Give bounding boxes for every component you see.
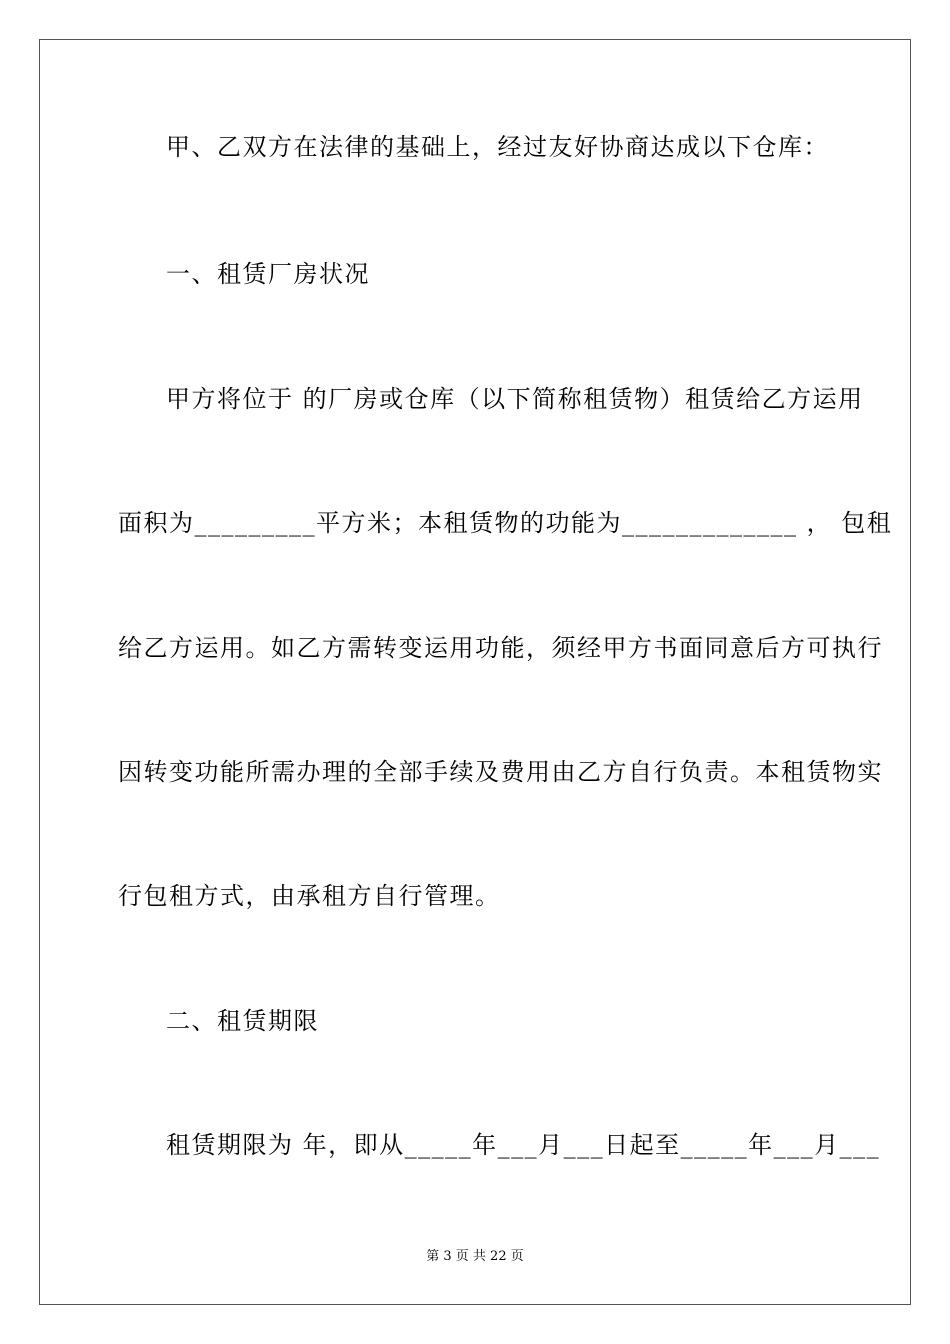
paragraph-line: 租赁期限为 年，即从_____年___月___日起至_____年___月___ xyxy=(166,1131,881,1159)
paragraph-line: 行包租方式，由承租方自行管理。 xyxy=(118,882,501,910)
paragraph-intro: 甲、乙双方在法律的基础上，经过友好协商达成以下仓库： xyxy=(166,133,829,161)
section-heading-1: 一、租赁厂房状况 xyxy=(166,260,370,288)
paragraph-line: 面积为_________平方米；本租赁物的功能为_____________ ， 包租 xyxy=(118,509,893,537)
paragraph-line: 因转变功能所需办理的全部手续及费用由乙方自行负责。本租赁物实 xyxy=(118,758,883,786)
page-number: 第 3 页 共 22 页 xyxy=(426,1249,524,1264)
page-frame xyxy=(39,39,911,1305)
paragraph-line: 给乙方运用。如乙方需转变运用功能，须经甲方书面同意后方可执行 xyxy=(118,634,883,662)
section-heading-2: 二、租赁期限 xyxy=(166,1007,319,1035)
paragraph-line: 甲方将位于 的厂房或仓库（以下简称租赁物）租赁给乙方运用 xyxy=(166,385,864,413)
